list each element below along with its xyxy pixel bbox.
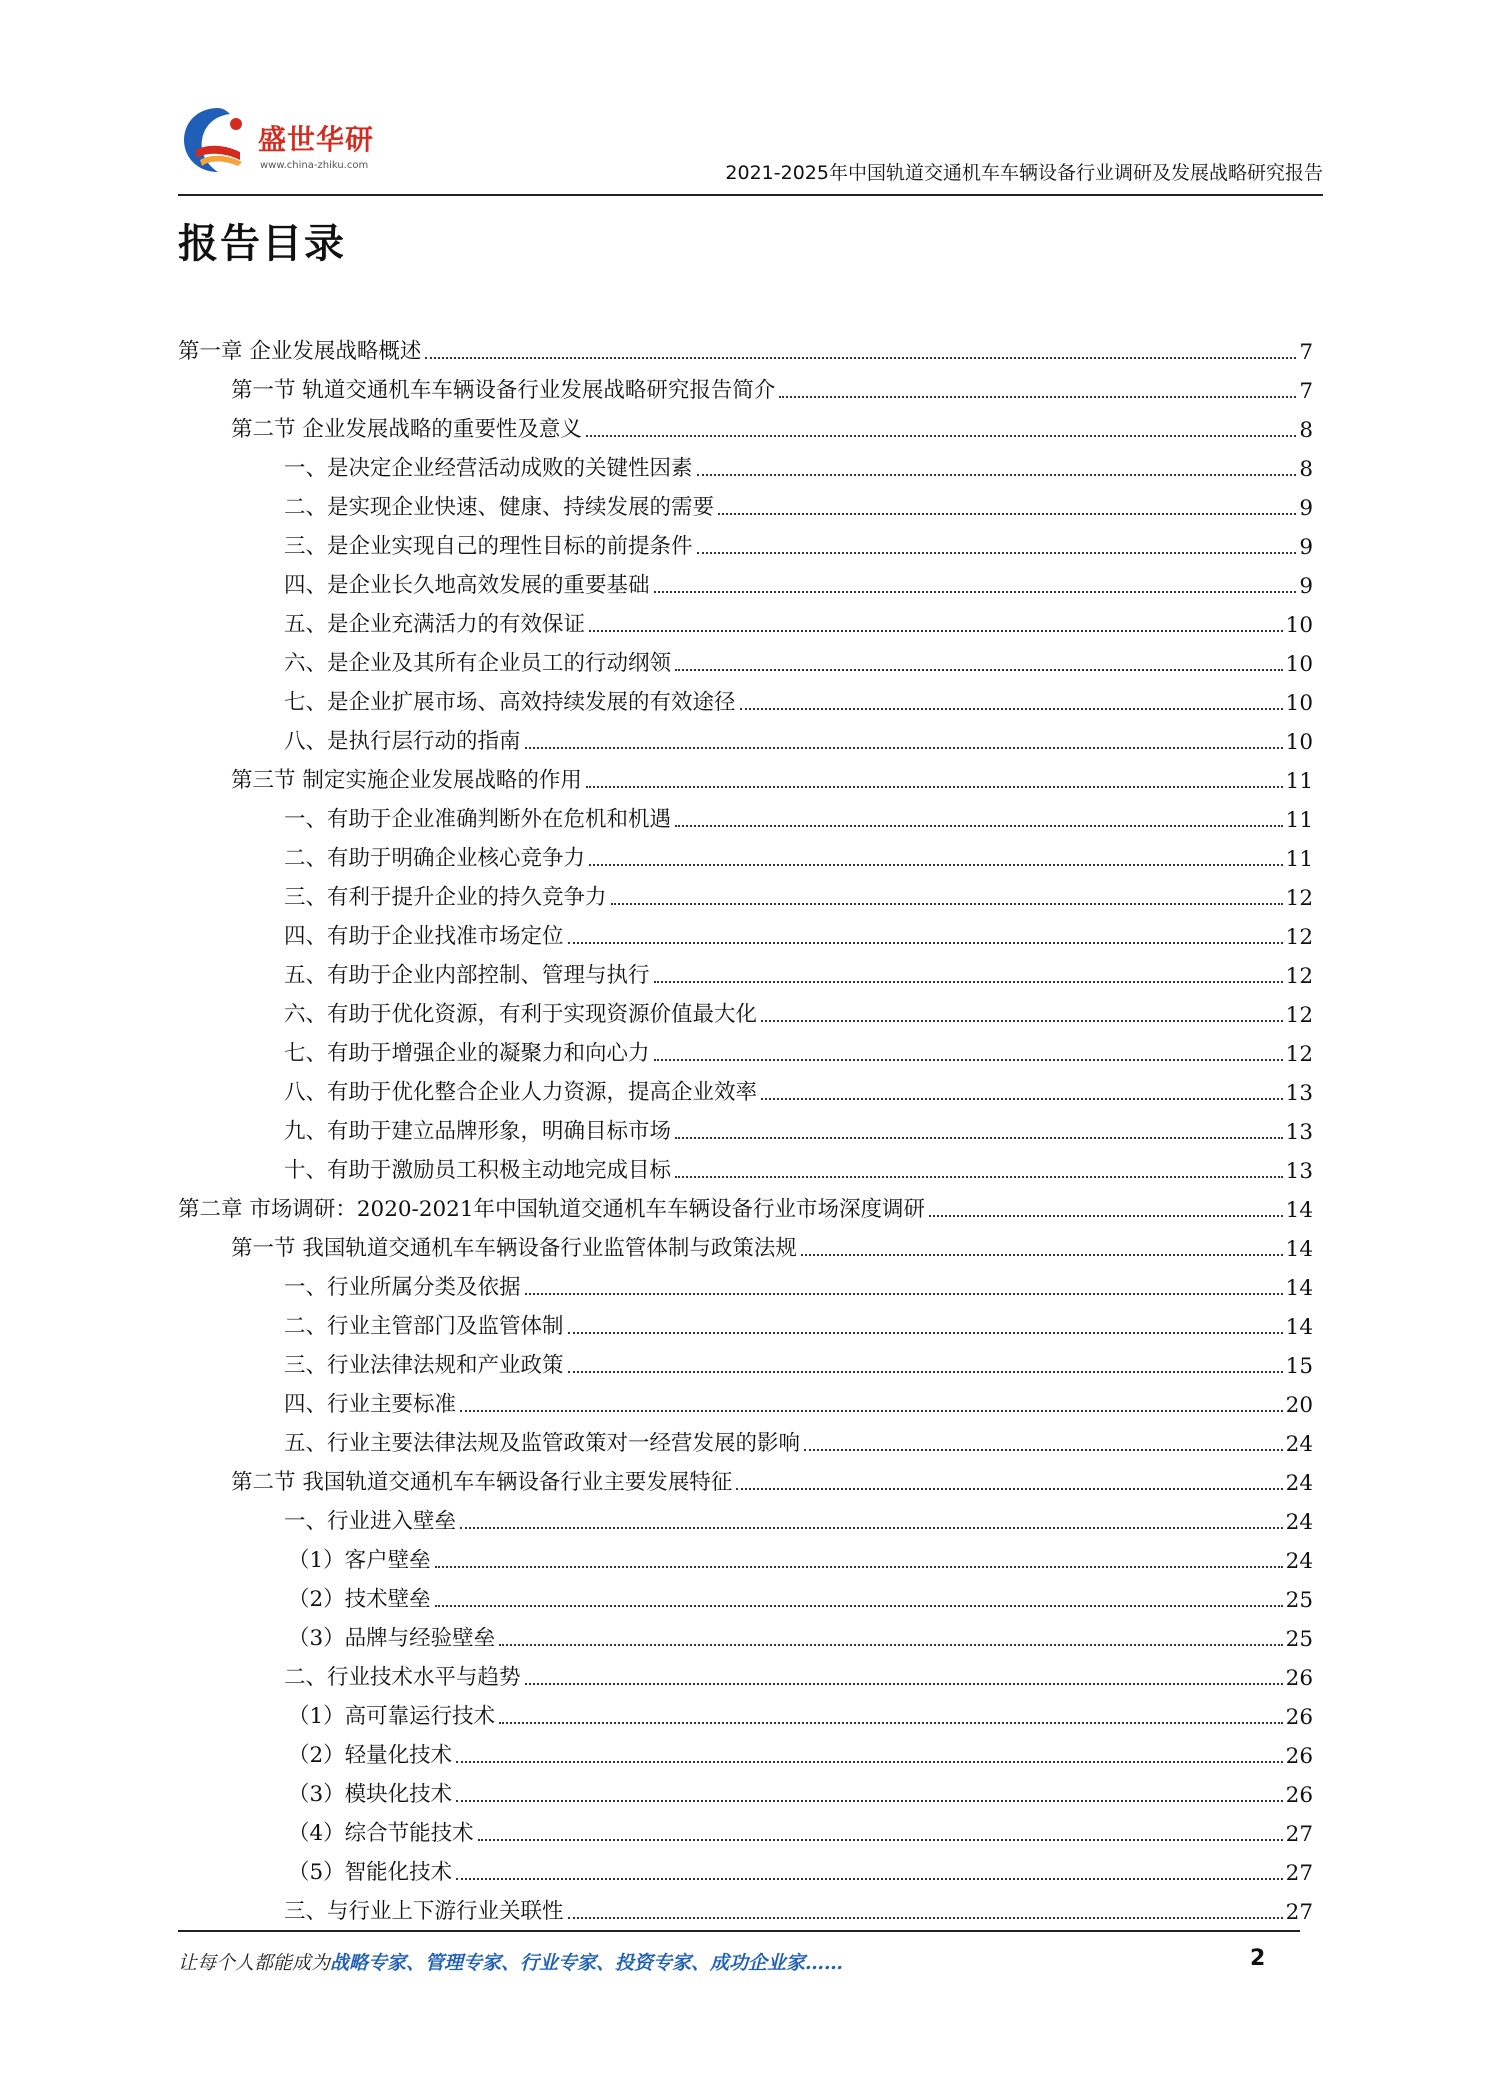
toc-dot-leader [675,1137,1283,1139]
toc-entry-page: 7 [1299,379,1313,404]
toc-entry-label: 十、有助于激励员工积极主动地完成目标 [284,1153,675,1184]
toc-entry-label: （5）智能化技术 [288,1855,456,1886]
toc-entry-label: 八、是执行层行动的指南 [284,724,525,755]
toc-entry[interactable] [178,443,1313,482]
toc-entry-label: （3）品牌与经验壁垒 [288,1621,499,1652]
toc-dot-leader [456,1761,1282,1763]
toc-dot-leader [589,864,1283,866]
toc-entry-page: 24 [1285,1432,1313,1457]
toc-entry-label: 二、行业主管部门及监管体制 [284,1309,568,1340]
toc-entry-page: 10 [1285,691,1313,716]
toc-entry-page: 24 [1285,1510,1313,1535]
toc-entry[interactable] [178,1652,1313,1691]
toc-entry-page: 14 [1285,1315,1313,1340]
toc-entry-label: 第二节 我国轨道交通机车车辆设备行业主要发展特征 [231,1465,736,1496]
footer-slogan-highlight: 战略专家、管理专家、行业专家、投资专家、成功企业家…… [330,1952,844,1974]
page-header [178,100,1323,196]
toc-entry-label: 五、是企业充满活力的有效保证 [284,607,589,638]
toc-entry[interactable] [178,716,1313,755]
header-divider [178,194,1323,196]
toc-entry[interactable] [178,638,1313,677]
toc-entry-page: 12 [1285,925,1313,950]
toc-dot-leader [654,981,1283,983]
toc-entry-label: 七、有助于增强企业的凝聚力和向心力 [284,1036,654,1067]
toc-entry[interactable] [178,794,1313,833]
toc-dot-leader [435,1605,1283,1607]
toc-dot-leader [697,552,1297,554]
logo-emblem-icon [178,100,258,180]
toc-entry-label: 二、有助于明确企业核心竞争力 [284,841,589,872]
toc-dot-leader [460,1527,1283,1529]
toc-dot-leader [568,942,1283,944]
toc-dot-leader [611,903,1283,905]
toc-entry[interactable] [178,1847,1313,1886]
toc-entry-page: 27 [1285,1822,1313,1847]
toc-entry[interactable] [178,872,1313,911]
toc-entry-page: 15 [1285,1354,1313,1379]
toc-entry-page: 9 [1299,574,1313,599]
toc-dot-leader [568,1917,1283,1919]
toc-entry-page: 11 [1285,769,1313,794]
toc-entry[interactable] [178,1691,1313,1730]
toc-dot-leader [499,1644,1282,1646]
toc-entry[interactable] [178,1184,1313,1223]
toc-entry[interactable] [178,1574,1313,1613]
toc-entry[interactable] [178,599,1313,638]
toc-entry-page: 26 [1285,1705,1313,1730]
toc-entry[interactable] [178,1769,1313,1808]
toc-entry-page: 12 [1285,1003,1313,1028]
toc-dot-leader [761,1020,1283,1022]
toc-entry-page: 26 [1285,1783,1313,1808]
toc-entry-label: （1）高可靠运行技术 [288,1699,499,1730]
toc-dot-leader [779,396,1296,398]
table-of-contents [178,326,1313,1925]
toc-entry-label: 一、行业进入壁垒 [284,1504,460,1535]
toc-entry-label: 第一节 轨道交通机车车辆设备行业发展战略研究报告简介 [231,373,779,404]
toc-entry-page: 20 [1285,1393,1313,1418]
toc-entry-label: 三、行业法律法规和产业政策 [284,1348,568,1379]
toc-entry-page: 13 [1285,1159,1313,1184]
toc-entry[interactable] [178,950,1313,989]
toc-entry-label: 第一章 企业发展战略概述 [178,334,425,365]
toc-dot-leader [568,1371,1283,1373]
toc-entry[interactable] [178,1379,1313,1418]
toc-dot-leader [460,1410,1283,1412]
toc-dot-leader [761,1098,1283,1100]
toc-entry-page: 27 [1285,1900,1313,1925]
toc-entry[interactable] [178,1730,1313,1769]
toc-entry[interactable] [178,1223,1313,1262]
toc-entry-page: 14 [1285,1276,1313,1301]
toc-entry-page: 25 [1285,1588,1313,1613]
toc-entry[interactable] [178,365,1313,404]
toc-dot-leader [736,1488,1282,1490]
toc-entry-label: 八、有助于优化整合企业人力资源，提高企业效率 [284,1075,761,1106]
toc-entry-label: 四、是企业长久地高效发展的重要基础 [284,568,654,599]
toc-entry[interactable] [178,833,1313,872]
toc-entry-label: 五、有助于企业内部控制、管理与执行 [284,958,654,989]
toc-entry-label: 第三节 制定实施企业发展战略的作用 [231,763,586,794]
toc-entry-label: （4）综合节能技术 [288,1816,478,1847]
toc-entry-label: 六、是企业及其所有企业员工的行动纲领 [284,646,675,677]
toc-dot-leader [675,825,1283,827]
toc-entry-page: 10 [1285,613,1313,638]
toc-dot-leader [456,1878,1282,1880]
toc-entry-page: 24 [1285,1471,1313,1496]
toc-dot-leader [929,1215,1283,1217]
toc-entry[interactable] [178,560,1313,599]
toc-entry-page: 10 [1285,730,1313,755]
toc-entry-page: 12 [1285,886,1313,911]
toc-entry-page: 14 [1285,1198,1313,1223]
toc-entry-label: 二、是实现企业快速、健康、持续发展的需要 [284,490,718,521]
toc-entry[interactable] [178,989,1313,1028]
toc-entry-page: 11 [1285,808,1313,833]
toc-entry[interactable] [178,1496,1313,1535]
toc-entry[interactable] [178,1613,1313,1652]
toc-entry-label: 二、行业技术水平与趋势 [284,1660,525,1691]
logo-url: www.china-zhiku.com [260,160,369,171]
toc-dot-leader [801,1254,1283,1256]
toc-entry-page: 9 [1299,535,1313,560]
toc-entry[interactable] [178,326,1313,365]
toc-dot-leader [654,1059,1283,1061]
toc-entry-page: 13 [1285,1081,1313,1106]
toc-dot-leader [589,630,1283,632]
toc-dot-leader [499,1722,1282,1724]
toc-entry-label: 六、有助于优化资源，有利于实现资源价值最大化 [284,997,761,1028]
toc-dot-leader [425,357,1296,359]
toc-entry-page: 7 [1299,340,1313,365]
toc-entry[interactable] [178,482,1313,521]
toc-entry[interactable] [178,1301,1313,1340]
toc-entry-page: 12 [1285,1042,1313,1067]
toc-entry-label: 三、是企业实现自己的理性目标的前提条件 [284,529,697,560]
toc-dot-leader [478,1839,1283,1841]
toc-dot-leader [718,513,1296,515]
toc-entry-page: 14 [1285,1237,1313,1262]
toc-entry[interactable] [178,1886,1313,1925]
toc-entry[interactable] [178,911,1313,950]
toc-entry-page: 25 [1285,1627,1313,1652]
toc-entry[interactable] [178,677,1313,716]
toc-entry[interactable] [178,1535,1313,1574]
toc-dot-leader [675,669,1283,671]
toc-entry-label: 四、行业主要标准 [284,1387,460,1418]
toc-dot-leader [525,1293,1283,1295]
toc-entry-label: 第二节 企业发展战略的重要性及意义 [231,412,586,443]
toc-entry-label: 第二章 市场调研：2020-2021年中国轨道交通机车车辆设备行业市场深度调研 [178,1192,929,1223]
report-title: 2021-2025年中国轨道交通机车车辆设备行业调研及发展战略研究报告 [725,162,1323,184]
toc-dot-leader [804,1449,1283,1451]
toc-entry[interactable] [178,1145,1313,1184]
toc-dot-leader [675,1176,1283,1178]
toc-dot-leader [740,708,1283,710]
toc-entry[interactable] [178,1028,1313,1067]
logo-name: 盛世华研 [258,123,375,156]
toc-dot-leader [525,747,1283,749]
toc-entry-page: 8 [1299,418,1313,443]
toc-entry-page: 26 [1285,1666,1313,1691]
toc-entry-label: 三、与行业上下游行业关联性 [284,1894,568,1925]
toc-entry-page: 11 [1285,847,1313,872]
footer-slogan [178,1948,1268,1978]
footer-divider [178,1930,1300,1932]
toc-entry[interactable] [178,1106,1313,1145]
toc-entry-label: （3）模块化技术 [288,1777,456,1808]
toc-entry-page: 13 [1285,1120,1313,1145]
company-logo [178,100,398,190]
toc-entry[interactable] [178,1808,1313,1847]
toc-dot-leader [697,474,1297,476]
toc-entry-label: 五、行业主要法律法规及监管政策对一经营发展的影响 [284,1426,804,1457]
toc-dot-leader [456,1800,1282,1802]
toc-dot-leader [586,786,1283,788]
toc-dot-leader [435,1566,1283,1568]
toc-entry-label: 一、行业所属分类及依据 [284,1270,525,1301]
toc-entry[interactable] [178,1340,1313,1379]
toc-entry-label: 一、有助于企业准确判断外在危机和机遇 [284,802,675,833]
toc-entry[interactable] [178,1067,1313,1106]
toc-entry-label: 第一节 我国轨道交通机车车辆设备行业监管体制与政策法规 [231,1231,801,1262]
toc-entry-page: 10 [1285,652,1313,677]
toc-entry-label: （1）客户壁垒 [288,1543,435,1574]
toc-entry-label: 九、有助于建立品牌形象，明确目标市场 [284,1114,675,1145]
toc-entry-page: 12 [1285,964,1313,989]
toc-entry-label: （2）技术壁垒 [288,1582,435,1613]
toc-heading: 报告目录 [178,221,346,267]
toc-entry-page: 8 [1299,457,1313,482]
toc-entry-page: 27 [1285,1861,1313,1886]
toc-entry[interactable] [178,755,1313,794]
toc-entry-label: 七、是企业扩展市场、高效持续发展的有效途径 [284,685,740,716]
toc-entry-page: 26 [1285,1744,1313,1769]
toc-entry-page: 24 [1285,1549,1313,1574]
footer-slogan-prefix: 让每个人都能成为 [178,1952,331,1974]
toc-entry-label: （2）轻量化技术 [288,1738,456,1769]
toc-entry[interactable] [178,1262,1313,1301]
toc-dot-leader [525,1683,1283,1685]
toc-entry[interactable] [178,521,1313,560]
toc-entry[interactable] [178,1457,1313,1496]
toc-entry-label: 三、有利于提升企业的持久竞争力 [284,880,611,911]
toc-entry-label: 四、有助于企业找准市场定位 [284,919,568,950]
toc-entry-page: 9 [1299,496,1313,521]
toc-entry[interactable] [178,1418,1313,1457]
page-number: 2 [1250,1946,1266,1971]
toc-entry-label: 一、是决定企业经营活动成败的关键性因素 [284,451,697,482]
toc-dot-leader [568,1332,1283,1334]
toc-dot-leader [654,591,1297,593]
toc-dot-leader [586,435,1296,437]
toc-entry[interactable] [178,404,1313,443]
